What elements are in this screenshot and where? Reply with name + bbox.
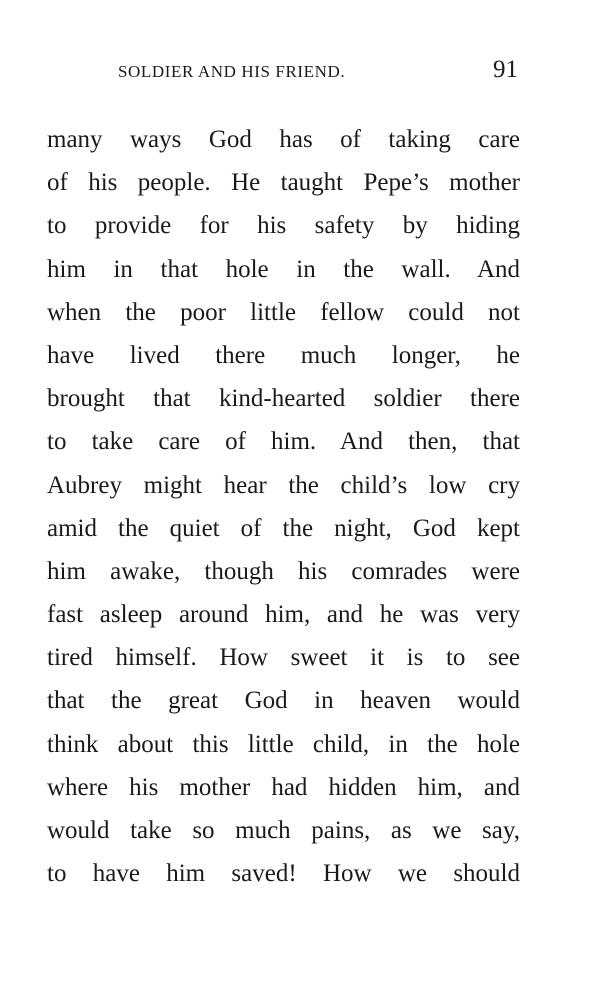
text-line-15: think about this little child, in the hole (47, 730, 520, 758)
text-line-12: fast asleep around him, and he was very (47, 601, 520, 629)
text-line-10: amid the quiet of the night, God kept (47, 514, 520, 542)
text-line-14: that the great God in heaven would (47, 687, 520, 715)
text-line-9: Aubrey might hear the child’s low cry (47, 471, 520, 499)
text-line-2: of his people. He taught Pepe’s mother (47, 169, 520, 197)
text-line-6: have lived there much longer, he (47, 341, 520, 369)
text-line-5: when the poor little fellow could not (47, 298, 520, 326)
text-line-17: would take so much pains, as we say, (47, 817, 520, 844)
text-line-16: where his mother had hidden him, and (47, 773, 520, 801)
text-line-1: many ways God has of taking care (47, 126, 520, 153)
text-line-11: him awake, though his comrades were (47, 557, 520, 585)
text-line-4: him in that hole in the wall. And (47, 255, 520, 283)
page-number: 91 (493, 56, 518, 83)
running-title: SOLDIER AND HIS FRIEND. (118, 62, 346, 81)
text-line-13: tired himself. How sweet it is to see (47, 644, 520, 672)
text-line-8: to take care of him. And then, that (47, 428, 520, 456)
text-line-18: to have him saved! How we should (47, 860, 520, 888)
body-text (47, 118, 520, 895)
text-line-7: brought that kind-hearted soldier there (47, 385, 520, 413)
running-head (118, 56, 518, 88)
text-line-3: to provide for his safety by hiding (47, 212, 520, 240)
